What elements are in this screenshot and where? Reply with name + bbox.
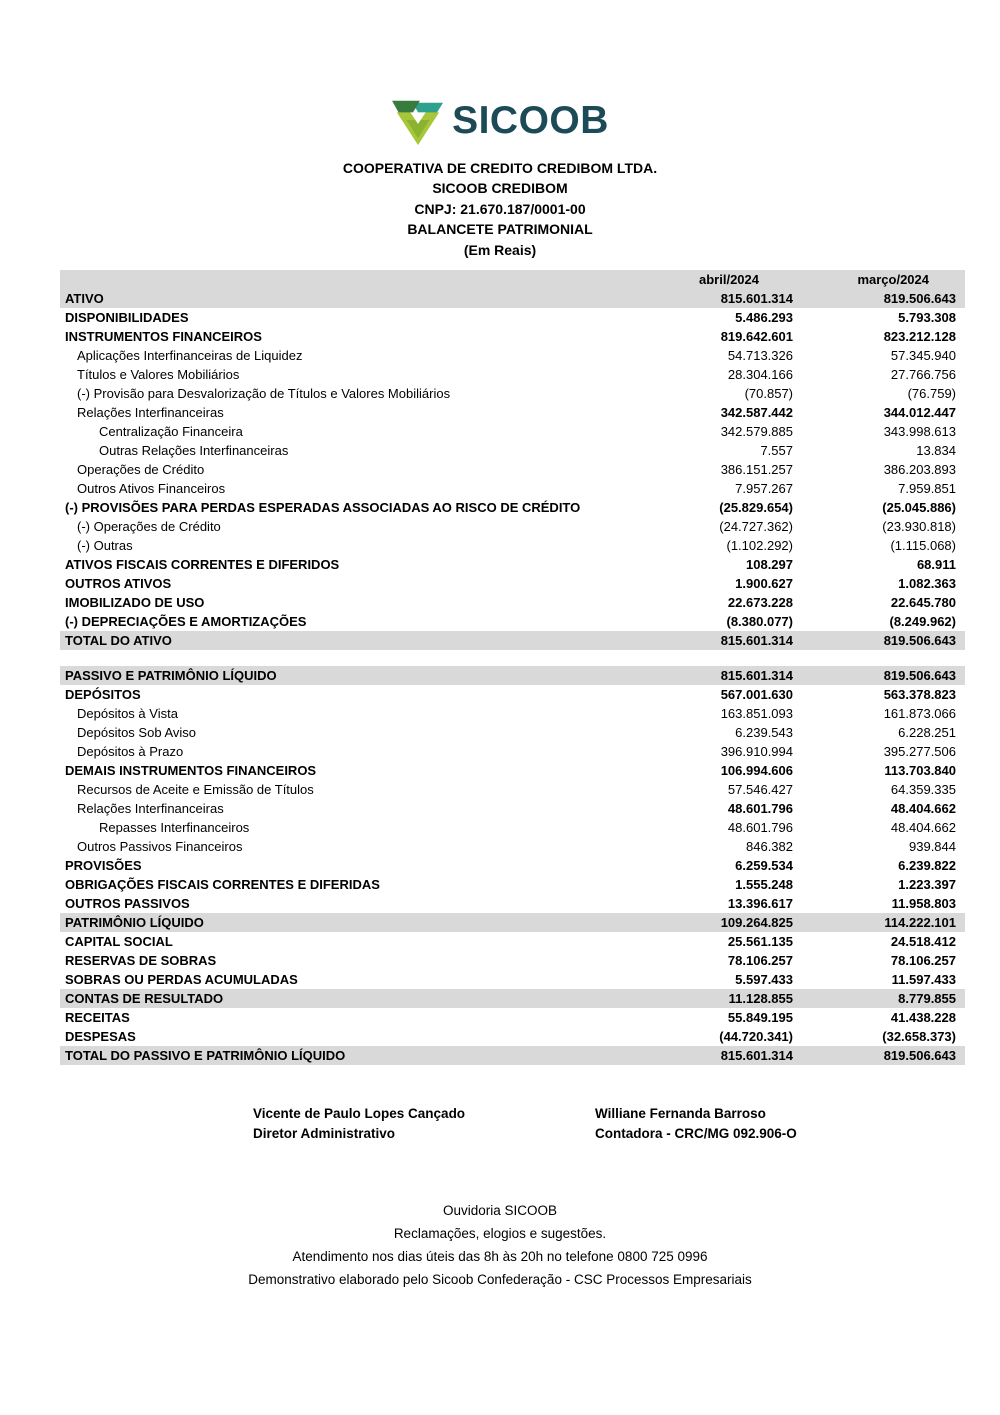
row-label: TOTAL DO ATIVO [65,633,172,648]
table-row [60,856,965,875]
row-label: Operações de Crédito [77,462,205,477]
row-label: IMOBILIZADO DE USO [65,595,205,610]
brand-wordmark: SICOOB [452,99,609,142]
value-march: 48.404.662 [890,801,956,816]
value-april: 28.304.166 [727,367,793,382]
value-march: 41.438.228 [890,1010,956,1025]
value-april: 1.900.627 [735,576,793,591]
table-row [60,837,965,856]
column-header-april: abril/2024 [699,272,759,287]
value-march: 819.506.643 [883,668,956,683]
value-march: 6.228.251 [898,725,956,740]
value-march: 11.597.433 [891,972,956,987]
row-label: Depósitos Sob Aviso [77,725,196,740]
row-label: DEPÓSITOS [65,687,141,702]
table-row [60,308,965,327]
signature-role: Contadora - CRC/MG 092.906-O [595,1126,797,1141]
row-label: Recursos de Aceite e Emissão de Títulos [77,782,314,797]
value-april: 846.382 [746,839,793,854]
trade-name: SICOOB CREDIBOM [432,180,568,197]
value-april: 815.601.314 [720,668,793,683]
table-row [60,970,965,989]
table-row [60,704,965,723]
value-april: 108.297 [746,557,793,572]
value-april: 78.106.257 [727,953,793,968]
row-label: OUTROS PASSIVOS [65,896,190,911]
row-label: Repasses Interfinanceiros [99,820,250,835]
value-april: 11.128.855 [728,991,793,1006]
table-row [60,875,965,894]
value-april: 109.264.825 [720,915,793,930]
table-row [60,913,965,932]
table-row [60,517,965,536]
value-april: 396.910.994 [720,744,793,759]
row-label: DISPONIBILIDADES [65,310,189,325]
value-march: 823.212.128 [883,329,956,344]
row-label: Outras Relações Interfinanceiras [99,443,289,458]
table-row [60,780,965,799]
value-april: 22.673.228 [727,595,793,610]
value-april: 386.151.257 [720,462,793,477]
value-april: (44.720.341) [719,1029,793,1044]
table-row [60,1008,965,1027]
value-april: 5.597.433 [735,972,793,987]
value-march: 395.277.506 [883,744,956,759]
value-march: 11.958.803 [891,896,956,911]
row-label: ATIVO [65,291,104,306]
value-march: 939.844 [909,839,956,854]
value-april: 819.642.601 [720,329,793,344]
table-row [60,989,965,1008]
signature-accountant [595,1104,797,1144]
table-row [60,894,965,913]
value-april: 55.849.195 [727,1010,793,1025]
row-label: SOBRAS OU PERDAS ACUMULADAS [65,972,298,987]
value-march: 344.012.447 [883,405,956,420]
row-label: RECEITAS [65,1010,130,1025]
value-march: 114.222.101 [884,915,956,930]
value-march: (1.115.068) [890,538,956,553]
row-label: Outros Ativos Financeiros [77,481,226,496]
section-ativo [60,289,965,650]
row-label: Relações Interfinanceiras [77,801,224,816]
value-march: (76.759) [907,386,956,401]
row-label: Títulos e Valores Mobiliários [77,367,240,382]
value-april: 815.601.314 [720,291,793,306]
value-april: 57.546.427 [727,782,793,797]
row-label: OBRIGAÇÕES FISCAIS CORRENTES E DIFERIDAS [65,877,380,892]
row-label: (-) PROVISÕES PARA PERDAS ESPERADAS ASSOCIADAS AO RISCO DE CRÉDITO [65,500,581,515]
value-march: 386.203.893 [883,462,956,477]
row-label: DEMAIS INSTRUMENTOS FINANCEIROS [65,763,317,778]
company-name: COOPERATIVA DE CREDITO CREDIBOM LTDA. [342,160,658,176]
value-march: 819.506.643 [883,633,956,648]
table-row [60,799,965,818]
footer-info-block [0,1199,1000,1291]
value-march: 1.223.397 [898,877,956,892]
table-row [60,631,965,650]
row-label: Depósitos à Prazo [77,744,184,759]
table-row [60,289,965,308]
row-label: (-) Operações de Crédito [77,519,221,534]
value-april: 25.561.135 [727,934,793,949]
table-row [60,479,965,498]
ombudsman-subtitle: Reclamações, elogios e sugestões. [393,1226,607,1241]
value-april: 342.587.442 [720,405,793,420]
row-label: (-) Provisão para Desvalorização de Títulos e Valores Mobiliários [77,386,451,401]
signature-name: Williane Fernanda Barroso [595,1106,766,1121]
row-label: PROVISÕES [65,858,142,873]
value-march: (23.930.818) [882,519,956,534]
table-row [60,384,965,403]
row-label: (-) Outras [77,538,133,553]
table-row [60,498,965,517]
signature-director [253,1104,465,1144]
row-label: CAPITAL SOCIAL [65,934,173,949]
value-march: 22.645.780 [890,595,956,610]
table-row [60,346,965,365]
signatures-block [0,1104,1000,1152]
value-march: (8.249.962) [889,614,956,629]
signature-name: Vicente de Paulo Lopes Cançado [253,1106,466,1121]
row-label: Centralização Financeira [99,424,243,439]
value-march: 78.106.257 [890,953,956,968]
value-april: (8.380.077) [726,614,793,629]
section-divider [60,650,965,666]
row-label: DESPESAS [65,1029,136,1044]
value-march: 24.518.412 [890,934,956,949]
value-april: 48.601.796 [727,820,793,835]
table-row [60,742,965,761]
value-april: 163.851.093 [720,706,793,721]
table-row [60,685,965,704]
table-row [60,818,965,837]
value-march: 13.834 [916,443,956,458]
value-april: 106.994.606 [720,763,793,778]
table-row [60,666,965,685]
table-row [60,574,965,593]
table-row [60,951,965,970]
section-passivo [60,666,965,1065]
currency-note: (Em Reais) [463,241,537,258]
row-label: INSTRUMENTOS FINANCEIROS [65,329,262,344]
value-april: 48.601.796 [727,801,793,816]
table-row [60,441,965,460]
value-march: 64.359.335 [890,782,956,797]
ombudsman-title: Ouvidoria SICOOB [442,1203,558,1218]
value-march: 819.506.643 [883,1048,956,1063]
table-row [60,403,965,422]
value-april: 342.579.885 [720,424,793,439]
table-row [60,932,965,951]
row-label: PATRIMÔNIO LÍQUIDO [65,915,204,930]
value-march: 161.873.066 [883,706,956,721]
document-type: BALANCETE PATRIMONIAL [407,221,593,238]
value-april: (1.102.292) [726,538,793,553]
value-april: (24.727.362) [719,519,793,534]
row-label: Depósitos à Vista [77,706,178,721]
value-march: 57.345.940 [890,348,956,363]
value-march: 27.766.756 [890,367,956,382]
value-march: 6.239.822 [898,858,956,873]
table-row [60,761,965,780]
value-april: 54.713.326 [727,348,793,363]
row-label: OUTROS ATIVOS [65,576,172,591]
cnpj: CNPJ: 21.670.187/0001-00 [414,200,586,217]
sicoob-v-icon [391,96,445,146]
row-label: (-) DEPRECIAÇÕES E AMORTIZAÇÕES [65,614,307,629]
value-april: 7.957.267 [735,481,793,496]
value-march: 563.378.823 [883,687,956,702]
balance-table [60,270,965,1065]
value-march: (25.045.886) [882,500,956,515]
value-april: 7.557 [760,443,793,458]
value-april: 13.396.617 [727,896,793,911]
row-label: Aplicações Interfinanceiras de Liquidez [77,348,303,363]
value-march: 7.959.851 [898,481,956,496]
row-label: PASSIVO E PATRIMÔNIO LÍQUIDO [65,668,277,683]
row-label: RESERVAS DE SOBRAS [65,953,217,968]
table-row [60,612,965,631]
value-march: 343.998.613 [883,424,956,439]
value-march: 1.082.363 [898,576,956,591]
table-row [60,327,965,346]
table-row [60,555,965,574]
value-march: 8.779.855 [898,991,956,1006]
table-row [60,1027,965,1046]
value-april: 6.239.543 [735,725,793,740]
value-april: 6.259.534 [735,858,793,873]
value-april: 5.486.293 [735,310,793,325]
row-label: CONTAS DE RESULTADO [65,991,224,1006]
table-row [60,422,965,441]
table-header-row [60,270,965,289]
value-march: (32.658.373) [882,1029,956,1044]
row-label: Outros Passivos Financeiros [77,839,243,854]
value-april: 1.555.248 [735,877,793,892]
row-label: ATIVOS FISCAIS CORRENTES E DIFERIDOS [65,557,340,572]
value-april: 567.001.630 [720,687,793,702]
elaboration-note: Demonstrativo elaborado pelo Sicoob Confederação - CSC Processos Empresariais [248,1272,752,1287]
value-march: 68.911 [916,557,956,572]
document-title-block [0,158,1000,260]
phone-info: Atendimento nos dias úteis das 8h às 20h no telefone 0800 725 0996 [292,1249,708,1264]
table-row [60,1046,965,1065]
row-label: TOTAL DO PASSIVO E PATRIMÔNIO LÍQUIDO [65,1048,346,1063]
signature-role: Diretor Administrativo [253,1126,396,1141]
value-march: 113.703.840 [884,763,956,778]
table-row [60,460,965,479]
value-april: (70.857) [744,386,793,401]
value-march: 5.793.308 [898,310,956,325]
value-march: 48.404.662 [890,820,956,835]
column-header-march: março/2024 [857,272,929,287]
table-row [60,723,965,742]
table-row [60,365,965,384]
sicoob-logo [0,96,1000,146]
table-row [60,593,965,612]
table-row [60,536,965,555]
value-march: 819.506.643 [883,291,956,306]
value-april: 815.601.314 [720,1048,793,1063]
value-april: (25.829.654) [719,500,793,515]
value-april: 815.601.314 [720,633,793,648]
row-label: Relações Interfinanceiras [77,405,224,420]
